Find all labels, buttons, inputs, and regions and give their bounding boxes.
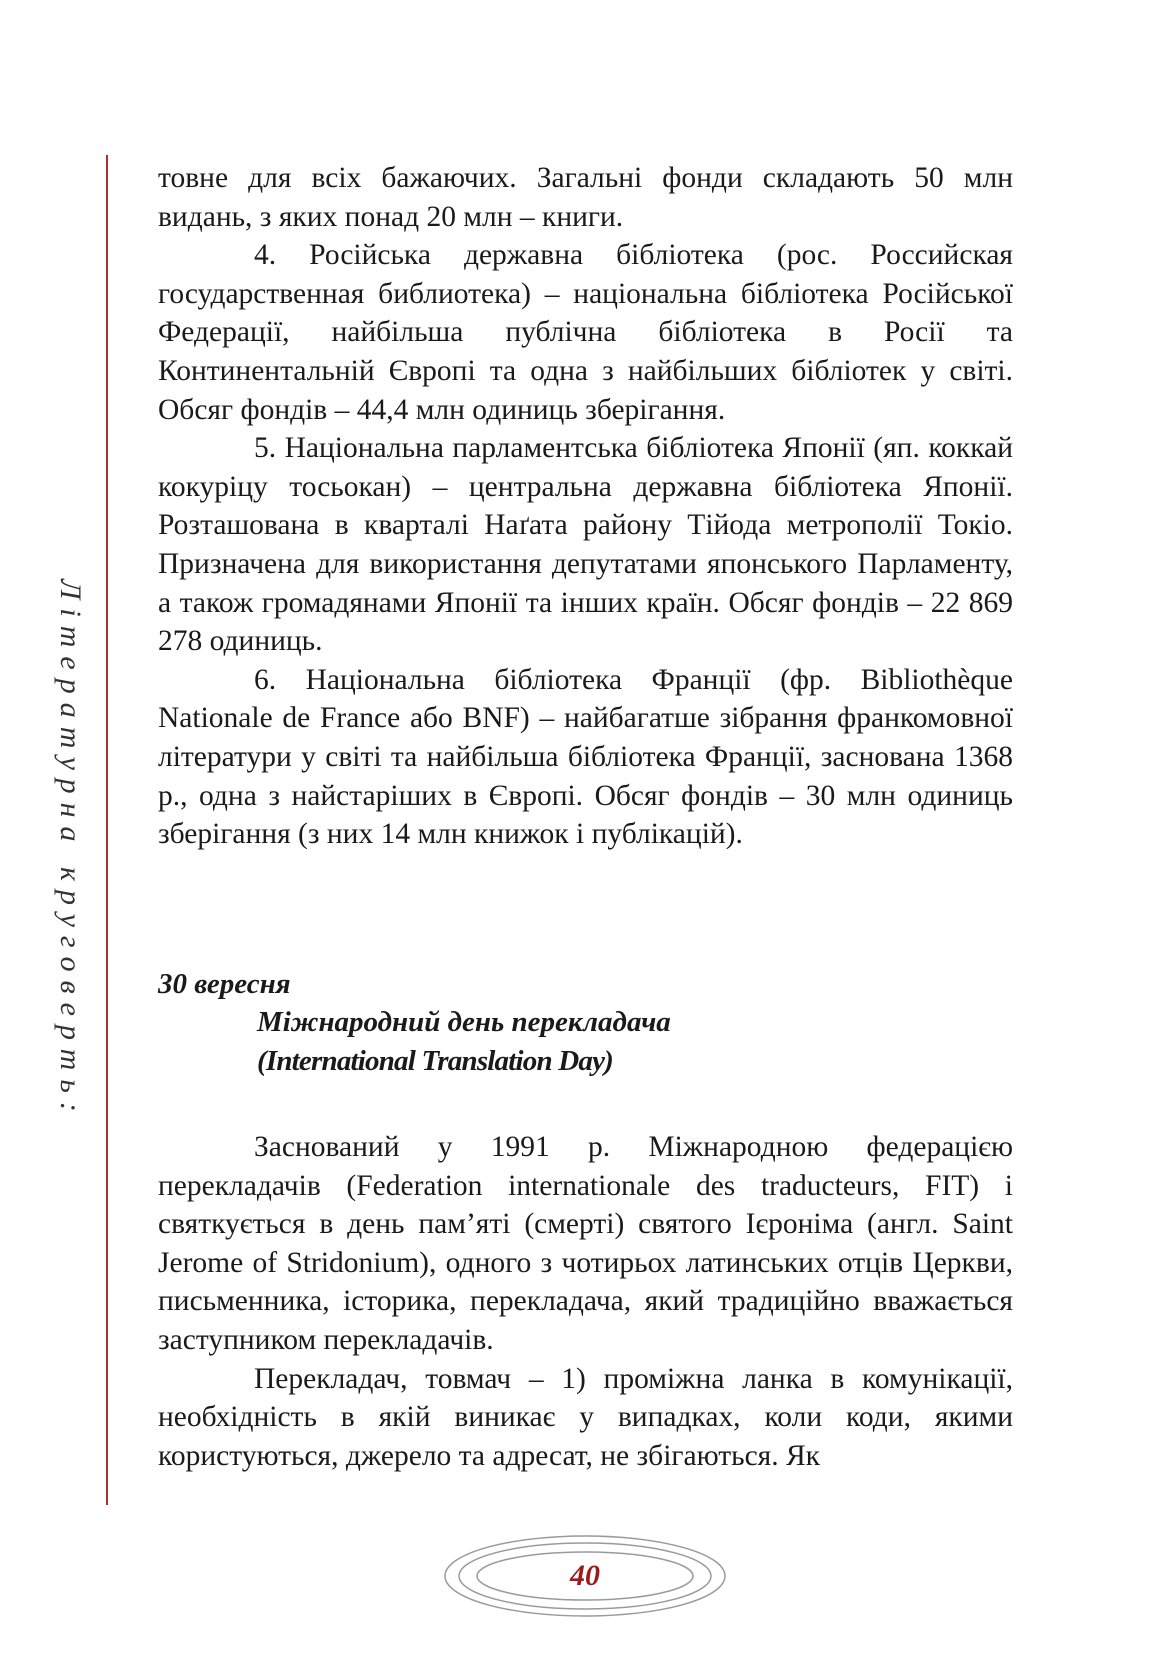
running-title-vertical: [50, 550, 90, 1150]
margin-rule: [106, 155, 108, 1505]
paragraph-russian-state-library: 4. Російська державна бібліотека (рос. Российская государственная библиотека) – національна бібліотека Російської Федерації, найбільша публічна бібліотека в Росії та Континентальній Європі та одна з найбільших бібліотек у світі. Обсяг фондів – 44,4 млн одиниць зберігання.: [158, 239, 1013, 426]
text-block-libraries: [158, 159, 1013, 854]
event-title-uk: Міжнародний день перекладача: [257, 1006, 671, 1038]
page-number: 40: [570, 1559, 600, 1592]
paragraph-founded: Заснований у 1991 р. Міжнародною федерацією перекладачів (Federation internationale des traducteurs, FIT) і святкується в день пам’яті (смерті) святого Ієроніма (англ. Saint Jerome of Stridonium), одного з чотирьох латинських отців Церкви, письменника, історика, перекладача, який традиційно вважається заступником перекладачів.: [158, 1131, 1013, 1356]
paragraph-continuation: товне для всіх бажаючих. Загальні фонди складають 50 млн видань, з яких понад 20 млн – книги.: [158, 162, 1013, 233]
event-date: 30 вересня: [158, 968, 291, 1000]
paragraph-bnf: 6. Національна бібліотека Франції (фр. Bibliothèque Nationale de France або BNF) – найбагатше зібрання франкомовної літератури у світі та найбільша бібліотека Франції, заснована 1368 р., одна з найстаріших в Європі. Обсяг фондів – 30 млн одиниць зберігання (з них 14 млн книжок і публікацій).: [158, 663, 1013, 851]
text-block-translation-day: [158, 1128, 1013, 1475]
running-title-text: Літературна круговерть:: [54, 579, 87, 1121]
event-title-en: (International Translation Day): [257, 1044, 614, 1077]
paragraph-national-diet-library: 5. Національна парламентська бібліотека Японії (яп. коккай кокуріцу тосьокан) – центральна державна бібліотека Японії. Розташована в кварталі Наґата району Тійода метрополії Токіо. Призначена для використання депутатами японського Парламенту, а також громадянами Японії та інших країн. Обсяг фондів – 22 869 278 одиниць.: [158, 432, 1013, 658]
paragraph-translator-definition: Перекладач, товмач – 1) проміжна ланка в комунікації, необхідність в якій виникає у випадках, коли коди, якими користуються, джерело та адресат, не збігаються. Як: [158, 1362, 1013, 1472]
event-title: [257, 1003, 671, 1080]
